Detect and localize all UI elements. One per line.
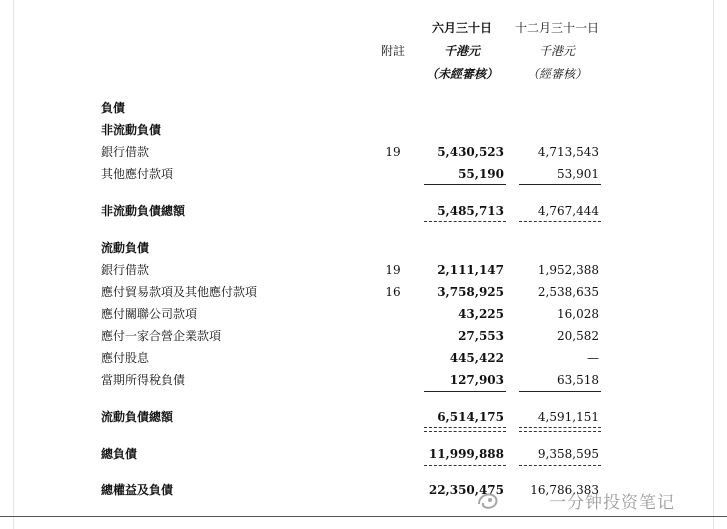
row-label: 應付貿易款項及其他應付款項 [101, 285, 258, 299]
row-label: 銀行借款 [101, 263, 150, 277]
row-label: 總權益及負債 [101, 483, 174, 497]
row-value-current-period: 2,111,147 [437, 263, 504, 277]
col2-audit-header: （經審核） [526, 67, 587, 81]
total-dashed-rule [424, 221, 506, 222]
col1-date-header: 六月三十日 [431, 21, 492, 35]
row-label: 銀行借款 [101, 145, 150, 159]
row-value-prior-period: 9,358,595 [537, 447, 599, 461]
row-value-prior-period: 4,767,444 [537, 204, 599, 218]
row-value-current-period: 6,514,175 [437, 410, 504, 424]
row-value-prior-period: 16,028 [557, 307, 599, 321]
row-label: 應付股息 [101, 351, 150, 365]
row-value-current-period: 3,758,925 [437, 285, 504, 299]
row-value-prior-period: — [587, 351, 599, 365]
total-dashed-rule [424, 431, 506, 432]
section-liabilities: 負債 [101, 101, 126, 115]
row-value-prior-period: 4,591,151 [537, 410, 599, 424]
snowball-logo-icon [476, 490, 502, 512]
row-value-prior-period: 16,786,383 [530, 483, 599, 497]
row-value-prior-period: 1,952,388 [537, 263, 599, 277]
row-value-current-period: 5,485,713 [437, 204, 504, 218]
col1-audit-header: （未經審核） [425, 67, 498, 81]
row-value-prior-period: 4,713,543 [537, 145, 599, 159]
row-value-current-period: 445,422 [449, 351, 504, 365]
row-note: 16 [385, 285, 401, 299]
row-value-current-period: 55,190 [458, 167, 504, 181]
col2-unit-header: 千港元 [538, 44, 575, 58]
row-value-current-period: 127,903 [449, 373, 504, 387]
subtotal-rule [519, 391, 601, 392]
row-value-current-period: 43,225 [458, 307, 504, 321]
row-value-current-period: 22,350,475 [428, 483, 504, 497]
total-dashed-rule [424, 427, 506, 428]
row-label: 其他應付款項 [101, 167, 174, 181]
row-label: 流動負債總額 [101, 410, 174, 424]
subtotal-rule [424, 391, 506, 392]
right-border-line [713, 0, 714, 529]
note-column-header: 附註 [381, 44, 406, 58]
watermark-text: 一分钟投资笔记 [549, 493, 675, 513]
row-value-current-period: 5,430,523 [437, 145, 504, 159]
row-label: 應付一家合營企業款項 [101, 329, 222, 343]
section-non-current-liabilities: 非流動負債 [101, 123, 162, 137]
left-border-line [13, 0, 14, 529]
row-value-prior-period: 63,518 [557, 373, 599, 387]
row-value-current-period: 11,999,888 [428, 447, 504, 461]
col2-date-header: 十二月三十一日 [514, 21, 599, 35]
subtotal-rule [424, 184, 506, 185]
subtotal-rule [519, 184, 601, 185]
row-label: 總負債 [101, 447, 138, 461]
row-label: 當期所得稅負債 [101, 373, 186, 387]
page-bottom-rule [0, 516, 727, 517]
total-dashed-rule [519, 465, 601, 466]
row-label: 應付關聯公司款項 [101, 307, 198, 321]
row-note: 19 [385, 263, 401, 277]
row-value-prior-period: 20,582 [557, 329, 599, 343]
row-label: 非流動負債總額 [101, 204, 186, 218]
total-dashed-rule [424, 465, 506, 466]
section-current-liabilities: 流動負債 [101, 241, 150, 255]
row-note: 19 [385, 145, 401, 159]
row-value-prior-period: 2,538,635 [537, 285, 599, 299]
col1-unit-header: 千港元 [443, 44, 480, 58]
total-dashed-rule [519, 431, 601, 432]
total-dashed-rule [519, 427, 601, 428]
row-value-current-period: 27,553 [458, 329, 504, 343]
row-value-prior-period: 53,901 [557, 167, 599, 181]
total-dashed-rule [519, 221, 601, 222]
